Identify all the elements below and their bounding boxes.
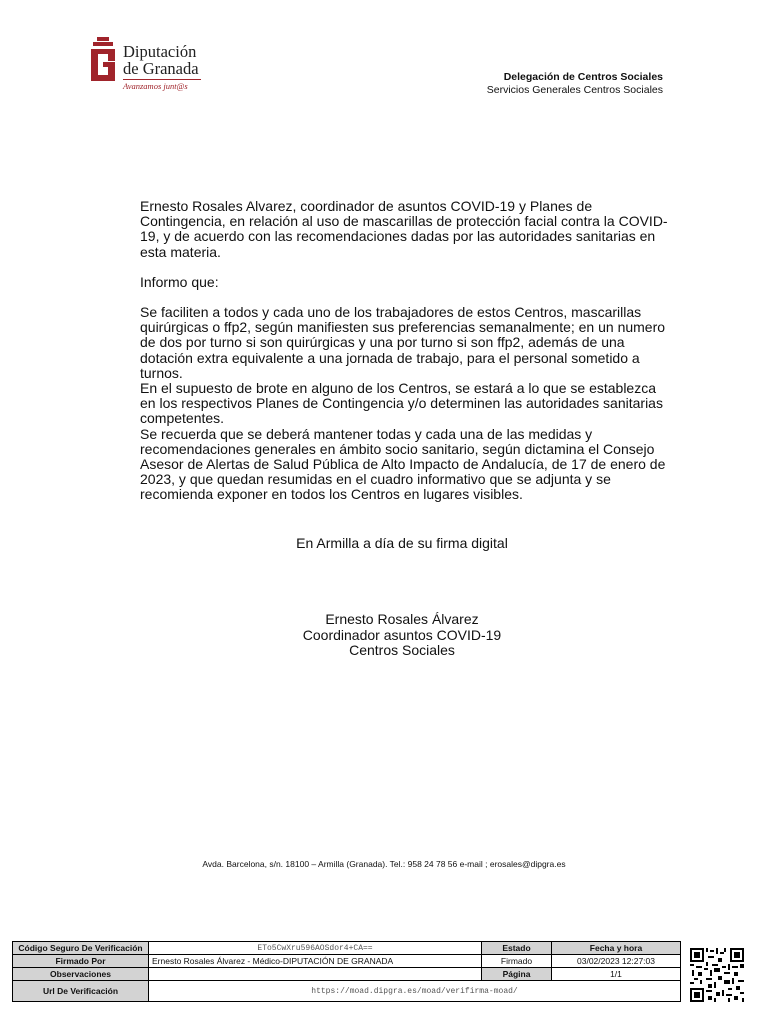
paragraph-measures: Se recuerda que se deberá mantener todas y cada una de las medidas y recomendaciones generales en ámbito socio sanitario, según dictamina el Consejo Asesor de Alertas de Salud Pública de Alto Impacto de Andalucía, de 17 de enero de 2023, y que quedan resumidas en el cuadro informativo que se adjunta y se recomienda exponer en todos los Centros en lugares visibles. bbox=[140, 425, 666, 503]
observations-label: Observaciones bbox=[13, 968, 149, 981]
table-row bbox=[13, 955, 681, 968]
table-row bbox=[13, 942, 681, 955]
verification-url[interactable]: https://moad.dipgra.es/moad/verifirma-moad/ bbox=[149, 981, 681, 1002]
verification-code: ETo5CwXru596AOSdor4+CA== bbox=[149, 942, 482, 955]
place-date: En Armilla a día de su firma digital bbox=[296, 535, 508, 551]
page-value: 1/1 bbox=[552, 968, 681, 981]
logo-divider bbox=[123, 79, 201, 80]
status-label: Estado bbox=[482, 942, 552, 955]
date-label: Fecha y hora bbox=[552, 942, 681, 955]
table-row bbox=[13, 968, 681, 981]
logo-name-line1: Diputación bbox=[123, 42, 197, 61]
url-label: Url De Verificación bbox=[13, 981, 149, 1002]
paragraph-outbreak: En el supuesto de brote en alguno de los Centros, se estará a lo que se establezca en los respectivos Planes de Contingencia y/o determinen las autoridades sanitarias competentes. bbox=[140, 380, 663, 427]
logo-tagline: Avanzamos junt@s bbox=[123, 81, 188, 91]
department-header bbox=[487, 71, 663, 97]
department-title: Delegación de Centros Sociales bbox=[503, 71, 663, 83]
informo-heading: Informo que: bbox=[140, 273, 219, 290]
signer-role: Coordinador asuntos COVID-19 bbox=[302, 626, 502, 643]
date-value: 03/02/2023 12:27:03 bbox=[552, 955, 681, 968]
table-row bbox=[13, 981, 681, 1002]
qr-code-icon bbox=[690, 948, 744, 1002]
document-body bbox=[140, 199, 670, 503]
verification-table bbox=[12, 941, 681, 1002]
footer-address: Avda. Barcelona, s/n. 18100 – Armilla (Granada). Tel.: 958 24 78 56 e-mail ; erosales@dipgra.es bbox=[202, 859, 566, 869]
diputacion-emblem-icon bbox=[88, 37, 118, 83]
logo-name-line2: de Granada bbox=[123, 59, 199, 78]
signer-name: Ernesto Rosales Álvarez bbox=[325, 611, 479, 627]
page-label: Página bbox=[482, 968, 552, 981]
signature-block bbox=[140, 612, 664, 659]
code-label: Código Seguro De Verificación bbox=[13, 942, 149, 955]
status-value: Firmado bbox=[482, 955, 552, 968]
department-subtitle: Servicios Generales Centros Sociales bbox=[486, 84, 663, 96]
paragraph-masks: Se faciliten a todos y cada uno de los trabajadores de estos Centros, mascarillas quirúrgicas o ffp2, según manifiesten sus preferencias semanalmente; en un numero de dos por turno si son quirúrgicas y una por turno si son ffp2, además de una dotación extra equivalente a una jornada de trabajo, para el personal sometido a turnos. bbox=[140, 304, 666, 381]
intro-paragraph: Ernesto Rosales Alvarez, coordinador de asuntos COVID-19 y Planes de Contingencia, en relación al uso de mascarillas de protección facial contra la COVID-19, y de acuerdo con las recomendaciones dadas por las autoridades sanitarias en esta materia. bbox=[140, 198, 668, 260]
observations-value bbox=[149, 968, 482, 981]
diputacion-logo bbox=[88, 37, 208, 93]
signer-unit: Centros Sociales bbox=[349, 642, 455, 658]
signed-by-value: Ernesto Rosales Álvarez - Médico-DIPUTACIÓN DE GRANADA bbox=[149, 955, 482, 968]
signed-by-label: Firmado Por bbox=[13, 955, 149, 968]
